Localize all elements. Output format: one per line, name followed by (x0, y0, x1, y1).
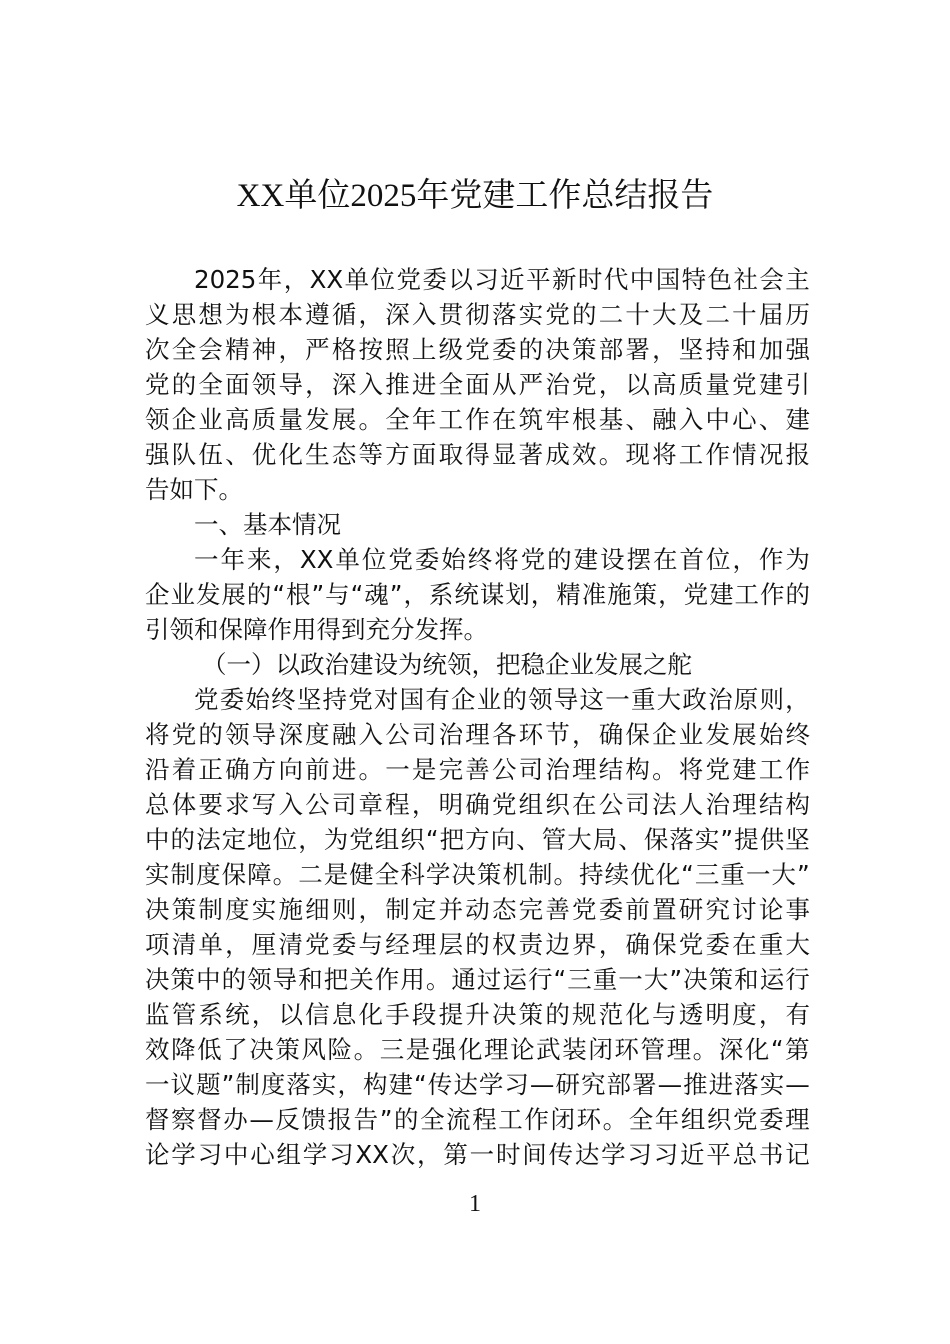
text-line: 一 年 来 ， XX 单 位 党 委 始 终 将 党 的 建 设 摆 在 首 位 ， 作 为 (194, 545, 810, 574)
text-line: 中 的 法 定 地 位 ， 为 党 组 织 “ 把 方 向 、 管 大 局 、 保 落 实 ” 提 供 坚 (145, 825, 810, 854)
document-title: XX单位2025年党建工作总结报告 (236, 178, 714, 214)
intro-paragraph (145, 262, 810, 507)
text-line: 企 业 发 展 的 “ 根 ” 与 “ 魂 ” ， 系 统 谋 划 ， 精 准 施 策 ， 党 建 工 作 的 (145, 580, 810, 609)
text-line: 监 管 系 统 ， 以 信 息 化 手 段 提 升 决 策 的 规 范 化 与 透 明 度 ， 有 (145, 1000, 810, 1029)
text-line: 项 清 单 ， 厘 清 党 委 与 经 理 层 的 权 责 边 界 ， 确 保 党 委 在 重 大 (145, 930, 810, 959)
heading-political-construction: （一）以政治建设为统领，把稳企业发展之舵 (202, 650, 692, 679)
text-line: 次 全 会 精 神 ， 严 格 按 照 上 级 党 委 的 决 策 部 署 ， 坚 持 和 加 强 (145, 335, 810, 364)
heading-basic-situation: 一、基本情况 (194, 510, 341, 539)
text-line: 义 思 想 为 根 本 遵 循 ， 深 入 贯 彻 落 实 党 的 二 十 大 及 二 十 届 历 (145, 300, 810, 329)
text-line: 将 党 的 领 导 深 度 融 入 公 司 治 理 各 环 节 ， 确 保 企 业 发 展 始 终 (145, 720, 810, 749)
text-line: 实 制 度 保 障 。 二 是 健 全 科 学 决 策 机 制 。 持 续 优 化 “ 三 重 一 大 ” (145, 860, 810, 889)
text-line: 党 的 全 面 领 导 ， 深 入 推 进 全 面 从 严 治 党 ， 以 高 质 量 党 建 引 (145, 370, 810, 399)
text-line: 党 委 始 终 坚 持 党 对 国 有 企 业 的 领 导 这 一 重 大 政 治 原 则 ， (194, 685, 810, 714)
text-line: 领 企 业 高 质 量 发 展 。 全 年 工 作 在 筑 牢 根 基 、 融 入 中 心 、 建 (145, 405, 810, 434)
section-heading (145, 507, 810, 542)
text-line: 沿 着 正 确 方 向 前 进 。 一 是 完 善 公 司 治 理 结 构 。 将 党 建 工 作 (145, 755, 810, 784)
subsection-heading (145, 647, 810, 682)
text-line: 引领和保障作用得到充分发挥。 (145, 615, 488, 644)
text-line: 一 议 题 ” 制 度 落 实 ， 构 建 “ 传 达 学 习 — 研 究 部 署 — 推 进 落 实 — (145, 1070, 810, 1099)
text-line: 效 降 低 了 决 策 风 险 。 三 是 强 化 理 论 武 装 闭 环 管 理 。 深 化 “ 第 (145, 1035, 810, 1064)
text-line: 总 体 要 求 写 入 公 司 章 程 ， 明 确 党 组 织 在 公 司 法 人 治 理 结 构 (145, 790, 810, 819)
text-line: 告如下。 (145, 475, 243, 504)
text-line: 决 策 中 的 领 导 和 把 关 作 用 。 通 过 运 行 “ 三 重 一 大 ” 决 策 和 运 行 (145, 965, 810, 994)
document-body (145, 262, 810, 1172)
text-line: 决 策 制 度 实 施 细 则 ， 制 定 并 动 态 完 善 党 委 前 置 研 究 讨 论 事 (145, 895, 810, 924)
text-line: 2025 年 ， XX 单 位 党 委 以 习 近 平 新 时 代 中 国 特 色 社 会 主 (194, 265, 810, 294)
overview-paragraph (145, 542, 810, 647)
political-construction-paragraph (145, 682, 810, 1172)
text-line: 督 察 督 办 — 反 馈 报 告 ” 的 全 流 程 工 作 闭 环 。 全 年 组 织 党 委 理 (145, 1105, 810, 1134)
page-number: 1 (469, 1191, 481, 1217)
text-line: 强 队 伍 、 优 化 生 态 等 方 面 取 得 显 著 成 效 。 现 将 工 作 情 况 报 (145, 440, 810, 469)
text-line: 论 学 习 中 心 组 学 习 XX 次 ， 第 一 时 间 传 达 学 习 习 近 平 总 书 记 (145, 1140, 810, 1169)
